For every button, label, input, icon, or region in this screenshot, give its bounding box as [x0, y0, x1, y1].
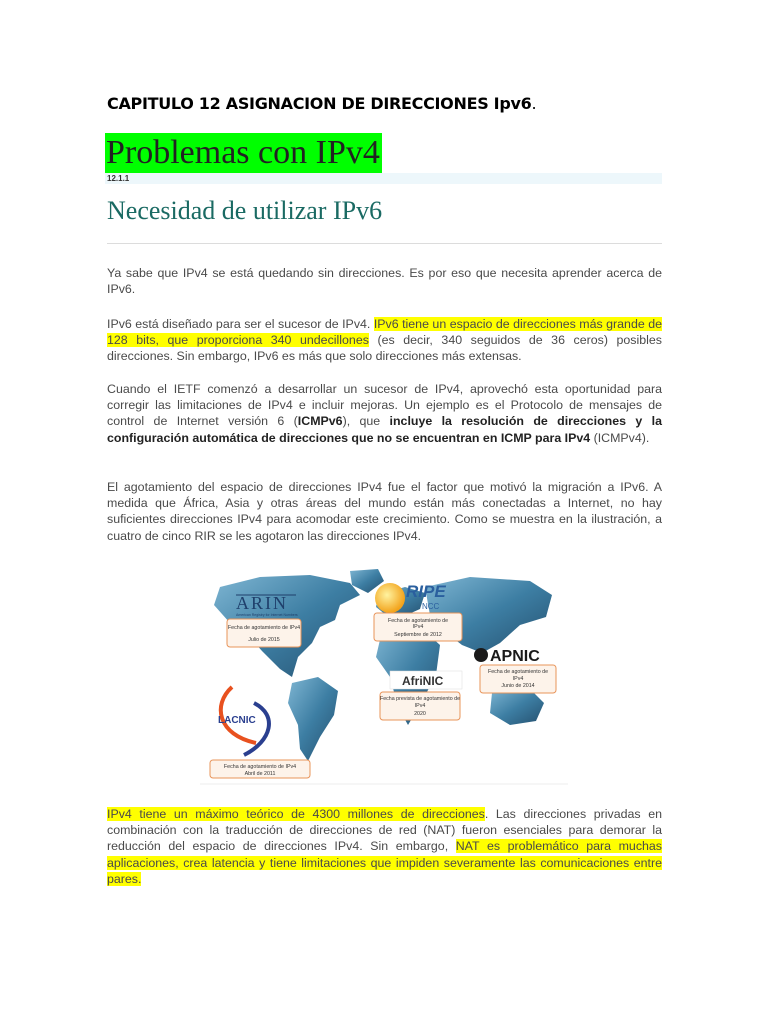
paragraph-5: IPv4 tiene un máximo teórico de 4300 millones de direcciones. Las direcciones privadas en combinación con la traducción de direcciones de red (NAT) fueron esenciales para demorar la reducción del espacio de direcciones IPv4. Sin embargo, NAT es problemático para muchas aplicaciones, crea latencia y tiene limitaciones que impiden severamente las comunicaciones entre pares. [107, 807, 662, 886]
section-subtitle: Necesidad de utilizar IPv6 [107, 196, 383, 225]
svg-text:Fecha prevista de agotamiento: Fecha prevista de agotamiento de [379, 696, 461, 702]
divider [107, 243, 662, 244]
svg-text:Fecha de agotamiento de IPv4: Fecha de agotamiento de IPv4 [227, 625, 301, 631]
ripe-logo: RIPE [406, 582, 446, 601]
svg-text:Fecha de agotamiento de: Fecha de agotamiento de [487, 669, 549, 675]
svg-text:IPv4: IPv4 [412, 624, 424, 630]
lacnic-logo: LACNIC [218, 715, 256, 726]
paragraph-4: El agotamiento del espacio de direcciones IPv4 fue el factor que motivó la migración a IPv6. A medida que África, Asia y otras áreas del mundo están más conectadas a Internet, no hay suficientes direcciones IPv4 para acomodar este crecimiento. Como se muestra en la ilustración, a cuatro de cinco RIR se les agotaron las direcciones IPv4. [107, 480, 662, 543]
highlight: NAT es problemático para muchas aplicaciones, crea latencia y tiene limitaciones que impiden severamente las comunicaciones entre pares. [107, 839, 662, 886]
banner-strip [105, 173, 662, 184]
svg-text:Septiembre de 2012: Septiembre de 2012 [394, 632, 442, 638]
ripe-sun-icon [375, 583, 405, 613]
svg-text:IPv4: IPv4 [414, 703, 426, 709]
rir-world-map [200, 565, 568, 785]
paragraph-1: Ya sabe que IPv4 se está quedando sin direcciones. Es por eso que necesita aprender acerca de IPv6. [107, 266, 662, 297]
banner-title: Problemas con IPv4 [106, 134, 380, 171]
highlight: IPv6 tiene un espacio de direcciones más grande de 128 bits, que proporciona 340 undecillones [107, 317, 662, 348]
afrinic-logo: AfriNIC [402, 674, 444, 688]
svg-text:2020: 2020 [414, 711, 426, 717]
svg-text:Fecha de agotamiento de IPv4: Fecha de agotamiento de IPv4 [223, 764, 297, 770]
highlight: IPv4 tiene un máximo teórico de 4300 millones de direcciones [107, 807, 485, 821]
svg-text:Abril de 2011: Abril de 2011 [244, 771, 276, 777]
paragraph-2: IPv6 está diseñado para ser el sucesor de IPv4. IPv6 tiene un espacio de direcciones más grande de 128 bits, que proporciona 340 undecillones (es decir, 340 seguidos de 36 ceros) posibles direcciones. Sin embargo, IPv6 es más que solo direcciones más extensas. [107, 317, 662, 364]
rir-map-illustration [200, 565, 568, 785]
paragraph-3: Cuando el IETF comenzó a desarrollar un sucesor de IPv4, aprovechó esta oportunidad para corregir las limitaciones de IPv4 e incluir mejoras. Un ejemplo es el Protocolo de mensajes de control de Internet versión 6 (ICMPv6), que incluye la resolución de direcciones y la configuración automática de direcciones que no se encuentran en ICMP para IPv4 (ICMPv4). [107, 382, 662, 445]
svg-text:Junio de 2014: Junio de 2014 [501, 683, 535, 689]
svg-text:IPv4: IPv4 [512, 676, 524, 682]
svg-text:Fecha de agotamiento de: Fecha de agotamiento de [387, 618, 449, 624]
arin-tagline: American Registry for Internet Numbers [236, 613, 298, 617]
svg-text:Julio de 2015: Julio de 2015 [248, 637, 280, 643]
ripe-ncc: NCC [422, 602, 440, 611]
chapter-title: CAPITULO 12 ASIGNACION DE DIRECCIONES Ipv6. [107, 94, 537, 113]
section-number: 12.1.1 [107, 174, 130, 183]
arin-logo: ARIN [236, 593, 288, 613]
section-banner [105, 133, 662, 184]
apnic-dots-icon [474, 648, 488, 662]
apnic-logo: APNIC [490, 648, 540, 665]
